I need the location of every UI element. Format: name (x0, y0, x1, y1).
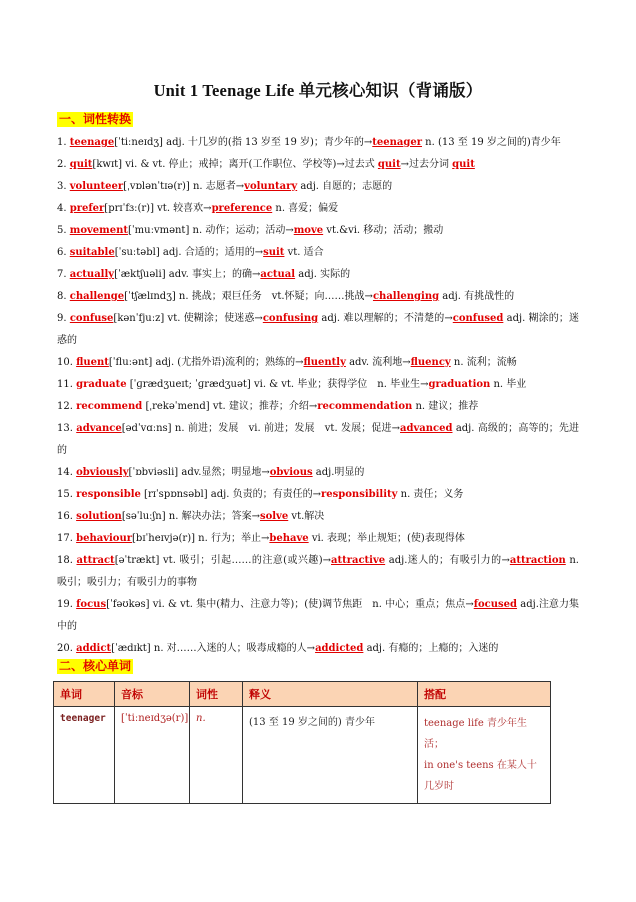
list-item (57, 374, 579, 396)
item-number: 13. (57, 423, 77, 434)
item-text: [ˈmuːvmənt] n. 动作；运动；活动→ (128, 225, 294, 236)
item-text: n. 喜爱；偏爱 (272, 203, 339, 214)
core-word-table (53, 681, 551, 804)
vocab-word: suit (263, 247, 285, 258)
list-item (57, 528, 579, 550)
vocab-word: teenage (69, 137, 115, 148)
item-number: 5. (57, 225, 70, 236)
item-number: 3. (57, 181, 70, 192)
item-number: 18. (57, 555, 77, 566)
vocab-word: fluently (303, 357, 346, 368)
item-number: 19. (57, 599, 77, 610)
table-cell-phonetic: [ˈtiːneɪdʒə(r)] (115, 707, 190, 804)
item-text: adj. 实际的 (295, 269, 351, 280)
vocab-word: focus (76, 599, 107, 610)
vocab-word: preference (211, 203, 273, 214)
item-text: →过去分词 (400, 159, 453, 170)
list-item (57, 220, 579, 242)
item-text: [kwɪt] vi. & vt. 停止；戒掉；离开(工作职位、学校等)→过去式 (92, 159, 378, 170)
list-item (57, 198, 579, 220)
item-text: adj. 有瘾的；上瘾的；入迷的 (363, 643, 499, 654)
item-text: adj. 高级的；高等的；先进的 (57, 423, 579, 456)
item-text: n. 建议；推荐 (412, 401, 479, 412)
vocab-word: behave (269, 533, 309, 544)
item-text: [ˈtiːneɪdʒ] adj. 十几岁的(指 13 岁至 19 岁)；青少年的→ (114, 137, 373, 148)
item-text: n. 吸引；吸引力；有吸引力的事物 (57, 555, 579, 588)
list-item (57, 638, 579, 660)
item-text: adj.注意力集中的 (57, 599, 579, 632)
table-header-row (54, 682, 551, 707)
item-text: [rɪˈspɒnsəbl] adj. 负责的；有责任的→ (140, 489, 321, 500)
vocab-word: recommendation (317, 401, 413, 412)
page-title: Unit 1 Teenage Life 单元核心知识（背诵版） (153, 81, 483, 100)
vocab-word: actual (260, 269, 296, 280)
vocab-word: advance (76, 423, 122, 434)
list-item (57, 462, 579, 484)
item-text: adj. 难以理解的；不清楚的→ (318, 313, 453, 324)
item-number: 11. (57, 379, 77, 390)
vocab-word: obviously (76, 467, 129, 478)
item-text: [ˈtʃælɪndʒ] n. 挑战；艰巨任务 vt.怀疑；向……挑战→ (124, 291, 373, 302)
vocab-word: addict (76, 643, 112, 654)
item-number: 1. (57, 137, 70, 148)
item-number: 12. (57, 401, 77, 412)
section-heading-word-forms: 一、词性转换 (59, 112, 132, 126)
item-text: n. 责任；义务 (397, 489, 464, 500)
vocabulary-list (57, 132, 579, 660)
item-text: adj.迷人的；有吸引力的→ (385, 555, 510, 566)
list-item (57, 484, 579, 506)
list-item (57, 308, 579, 352)
vocab-word: quit (377, 159, 401, 170)
item-number: 20. (57, 643, 77, 654)
vocab-word: attractive (330, 555, 386, 566)
vocab-word: fluency (410, 357, 451, 368)
vocab-word: behaviour (76, 533, 133, 544)
item-text: [kənˈfjuːz] vt. 使糊涂；使迷惑→ (113, 313, 263, 324)
item-text: [ˈfəʊkəs] vi. & vt. 集中(精力、注意力等)；(使)调节焦距 n. 中心；重点；焦点→ (106, 599, 474, 610)
item-text: [bɪˈheɪvjə(r)] n. 行为；举止→ (132, 533, 270, 544)
item-text: n. 流利；流畅 (450, 357, 517, 368)
vocab-word: responsible (76, 489, 141, 500)
item-number: 2. (57, 159, 70, 170)
table-row (54, 707, 551, 804)
vocab-word: confused (452, 313, 504, 324)
vocab-word: prefer (69, 203, 105, 214)
vocab-word: confusing (262, 313, 319, 324)
collocation-line: in one's teens 在某人十几岁时 (424, 760, 537, 792)
item-text: vt. 适合 (284, 247, 324, 258)
table-cell-meaning: (13 至 19 岁之间的) 青少年 (243, 707, 418, 804)
item-text: [ədˈvɑːns] n. 前进；发展 vi. 前进；发展 vt. 发展；促进→ (121, 423, 401, 434)
vocab-word: graduate (76, 379, 127, 390)
vocab-word: voluntary (244, 181, 298, 192)
item-number: 9. (57, 313, 70, 324)
item-text: [ˈɒbviəsli] adv.显然；明显地→ (128, 467, 270, 478)
list-item (57, 396, 579, 418)
item-text: vi. 表现；举止规矩；(使)表现得体 (308, 533, 465, 544)
item-number: 17. (57, 533, 77, 544)
vocab-word: attraction (509, 555, 566, 566)
item-text: [ˈæktʃuəli] adv. 事实上；的确→ (114, 269, 261, 280)
list-item (57, 594, 579, 638)
item-text: adv. 流利地→ (345, 357, 411, 368)
table-header: 搭配 (418, 682, 551, 707)
table-cell-pos: n. (190, 707, 243, 804)
vocab-word: actually (69, 269, 115, 280)
vocab-word: quit (452, 159, 475, 170)
collocation-line: teenage life 青少年生活； (424, 718, 527, 750)
list-item (57, 242, 579, 264)
list-item (57, 286, 579, 308)
vocab-word: suitable (69, 247, 115, 258)
list-item (57, 506, 579, 528)
item-text: adj.明显的 (312, 467, 365, 478)
item-number: 15. (57, 489, 77, 500)
table-cell-word: teenager (54, 707, 115, 804)
section-heading-core-words: 二、核心单词 (59, 659, 132, 673)
item-text: vt.解决 (288, 511, 325, 522)
item-number: 10. (57, 357, 77, 368)
item-number: 14. (57, 467, 77, 478)
vocab-word: volunteer (69, 181, 124, 192)
list-item (57, 154, 579, 176)
table-header: 音标 (115, 682, 190, 707)
vocab-word: focused (473, 599, 518, 610)
list-item (57, 176, 579, 198)
item-text: [əˈtrækt] vt. 吸引；引起……的注意(或兴趣)→ (114, 555, 331, 566)
vocab-word: responsibility (321, 489, 398, 500)
list-item (57, 418, 579, 462)
vocab-word: solve (259, 511, 289, 522)
list-item (57, 132, 579, 154)
vocab-word: quit (69, 159, 93, 170)
item-number: 16. (57, 511, 77, 522)
item-text: [ˈɡrædʒueɪt; ˈɡrædʒuət] vi. & vt. 毕业；获得学位 n. 毕业生→ (126, 379, 429, 390)
vocab-word: fluent (76, 357, 109, 368)
list-item (57, 264, 579, 286)
vocab-word: addicted (315, 643, 364, 654)
item-text: n. 毕业 (490, 379, 527, 390)
item-text: n. (13 至 19 岁之间的)青少年 (422, 137, 561, 148)
item-number: 7. (57, 269, 70, 280)
item-text: [ˈsuːtəbl] adj. 合适的；适用的→ (114, 247, 264, 258)
table-header: 释义 (243, 682, 418, 707)
table-header: 单词 (54, 682, 115, 707)
item-number: 6. (57, 247, 70, 258)
vocab-word: graduation (428, 379, 491, 390)
list-item (57, 352, 579, 374)
vocab-word: advanced (400, 423, 453, 434)
item-text: [ˌvɒlənˈtɪə(r)] n. 志愿者→ (123, 181, 245, 192)
vocab-word: teenager (372, 137, 422, 148)
vocab-word: challenging (372, 291, 440, 302)
table-cell-collocation (418, 707, 551, 804)
item-text: [prɪˈfɜː(r)] vt. 较喜欢→ (104, 203, 212, 214)
vocab-word: movement (69, 225, 128, 236)
item-text: adj. 糊涂的；迷惑的 (57, 313, 579, 346)
vocab-word: recommend (76, 401, 143, 412)
vocab-word: obvious (269, 467, 313, 478)
item-number: 4. (57, 203, 70, 214)
vocab-word: move (293, 225, 324, 236)
item-text: adj. 自愿的；志愿的 (297, 181, 393, 192)
vocab-word: attract (76, 555, 115, 566)
item-text: [ˈfluːənt] adj. (尤指外语)流利的；熟练的→ (108, 357, 304, 368)
table-header: 词性 (190, 682, 243, 707)
item-number: 8. (57, 291, 70, 302)
item-text: [səˈluːʃn] n. 解决办法；答案→ (121, 511, 260, 522)
item-text: vt.&vi. 移动；活动；搬动 (323, 225, 444, 236)
item-text: [ˌrekəˈmend] vt. 建议；推荐；介绍→ (142, 401, 318, 412)
item-text: [ˈædɪkt] n. 对……入迷的人；吸毒成瘾的人→ (111, 643, 316, 654)
item-text: adj. 有挑战性的 (439, 291, 515, 302)
vocab-word: challenge (69, 291, 125, 302)
vocab-word: confuse (69, 313, 114, 324)
vocab-word: solution (76, 511, 122, 522)
list-item (57, 550, 579, 594)
